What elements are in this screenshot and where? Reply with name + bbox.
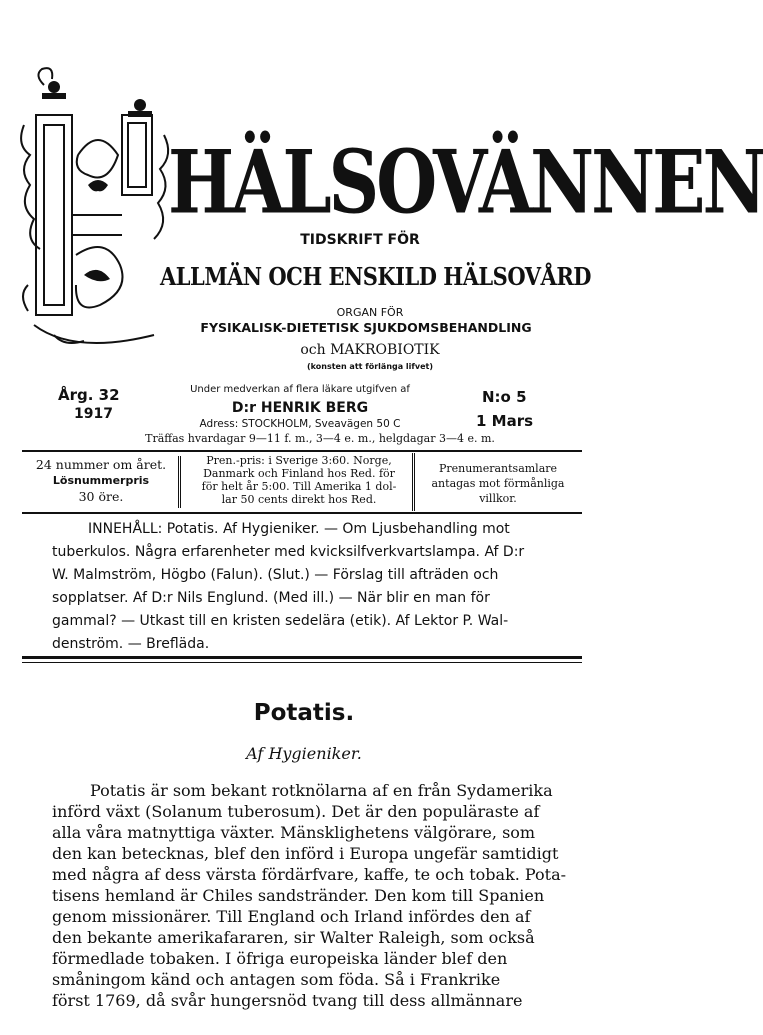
editor-name: D:r HENRIK BERG xyxy=(231,400,369,416)
article-body xyxy=(52,780,567,1011)
collect-line-1: Prenumerantsamlare xyxy=(438,462,558,475)
macro-line: och MAKROBIOTIK xyxy=(300,342,440,358)
article-line-3: alla våra matnyttiga växter. Mänsklighetens välgörare, som xyxy=(52,823,536,842)
organ-label: ORGAN FÖR xyxy=(336,306,404,319)
collect-line-3: villkor. xyxy=(479,492,517,505)
issue-date: 1 Mars xyxy=(476,412,534,430)
office-hours: Träffas hvardagar 9—11 f. m., 3—4 e. m., helgdagar 3—4 e. m. xyxy=(145,432,495,445)
contents-line-4: sopplatser. Af D:r Nils Englund. (Med ill.) — När blir en man för xyxy=(52,590,490,606)
article-line-7: genom missionärer. Till England och Irland infördes den af xyxy=(52,907,531,926)
masthead-subtitle-2: ALLMÄN OCH ENSKILD HÄLSOVÅRD xyxy=(160,262,591,291)
price-line-2: Danmark och Finland hos Red. för xyxy=(203,467,395,480)
issues-box xyxy=(24,456,181,508)
contents-top-rule xyxy=(22,512,582,514)
price-line-4: lar 50 cents direkt hos Red. xyxy=(221,493,377,506)
collectors-box xyxy=(418,456,578,508)
issues-line-1: 24 nummer om året. xyxy=(35,457,167,472)
price-box xyxy=(186,453,415,511)
editor-intro: Under medverkan af flera läkare utgifven af xyxy=(190,384,410,395)
masthead-title: HÄLSOVÄNNEN xyxy=(168,130,763,234)
collect-line-2: antagas mot förmånliga xyxy=(431,477,565,490)
contents-block xyxy=(52,518,552,656)
contents-line-5: gammal? — Utkast till en kristen sedelära (etik). Af Lektor P. Wal- xyxy=(52,613,509,629)
contents-line-6: denström. — Brefläda. xyxy=(52,636,210,652)
organ-line: FYSIKALISK-DIETETISK SJUKDOMSBEHANDLING xyxy=(200,320,532,335)
issues-line-2: Lösnummerpris xyxy=(52,474,150,487)
article-line-4: den kan betecknas, blef den införd i Europa ungefär samtidigt xyxy=(52,844,559,863)
masthead-subtitle: TIDSKRIFT FÖR xyxy=(300,232,420,248)
article-byline: Af Hygieniker. xyxy=(246,744,362,763)
article-line-8: den bekante amerikafararen, sir Walter Raleigh, som också xyxy=(52,928,535,947)
contents-line-1: INNEHÅLL: Potatis. Af Hygieniker. — Om Ljusbehandling mot xyxy=(88,521,510,537)
header-rule xyxy=(22,450,582,452)
article-line-6: tisens hemland är Chiles sandstränder. Den kom till Spanien xyxy=(52,886,545,905)
article-line-5: med några af dess värsta fördärfvare, kaffe, te och tobak. Pota- xyxy=(52,865,567,884)
macro-note: (konsten att förlänga lifvet) xyxy=(306,362,434,371)
article-line-9: förmedlade tobaken. I öfriga europeiska länder blef den xyxy=(52,949,508,968)
year-label: Årg. 32 xyxy=(58,386,120,404)
price-line-3: för helt år 5:00. Till Amerika 1 dol- xyxy=(201,480,397,493)
contents-bottom-rule-2 xyxy=(22,662,582,663)
article-title: Potatis. xyxy=(253,700,355,726)
price-line-1: Pren.-pris: i Sverige 3:60. Norge, xyxy=(206,454,392,467)
article-line-2: införd växt (Solanum tuberosum). Det är den populäraste af xyxy=(52,802,540,821)
editor-address: Adress: STOCKHOLM, Sveavägen 50 C xyxy=(199,418,401,430)
contents-line-3: W. Malmström, Högbo (Falun). (Slut.) — Förslag till afträden och xyxy=(52,567,499,583)
issue-number: N:o 5 xyxy=(482,388,527,406)
year: 1917 xyxy=(74,406,113,422)
article-line-10: småningom känd och antagen som föda. Så i Frankrike xyxy=(52,970,501,989)
contents-line-2: tuberkulos. Några erfarenheter med kvicksilfverkvartslampa. Af D:r xyxy=(52,544,525,560)
article-line-1: Potatis är som bekant rotknölarna af en från Sydamerika xyxy=(90,781,553,800)
contents-bottom-rule-1 xyxy=(22,656,582,659)
issues-line-3: 30 öre. xyxy=(78,489,124,504)
article-line-11: först 1769, då svår hungersnöd tvang till dess allmännare xyxy=(52,991,523,1010)
ornamental-h-logo xyxy=(14,65,174,355)
